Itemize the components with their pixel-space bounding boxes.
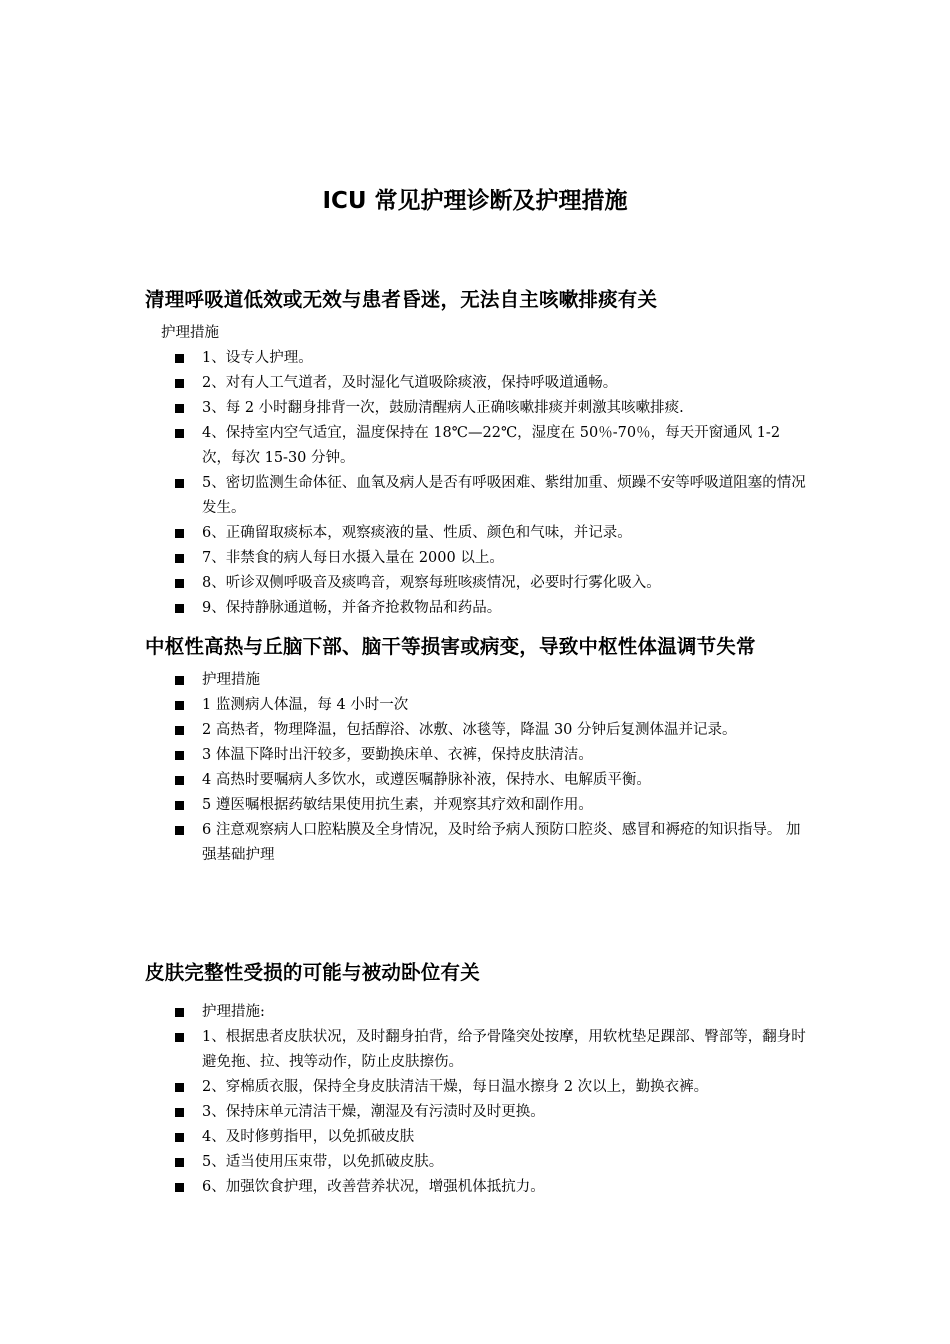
list-item: 护理措施: (145, 1000, 815, 1025)
measure-list (145, 668, 815, 868)
section-airway (145, 279, 815, 621)
list-item: 2 高热者，物理降温，包括醇浴、冰敷、冰毯等，降温 30 分钟后复测体温并记录。 (145, 718, 815, 743)
list-item: 4、保持室内空气适宜，温度保持在 18℃—22℃，湿度在 50％-70％，每天开窗通风 1-2 次，每次 15-30 分钟。 (145, 421, 815, 471)
list-item: 3 体温下降时出汗较多，要勤换床单、衣裤，保持皮肤清洁。 (145, 743, 815, 768)
list-item: 7、非禁食的病人每日水摄入量在 2000 以上。 (145, 546, 815, 571)
list-item: 1 监测病人体温，每 4 小时一次 (145, 693, 815, 718)
list-item: 9、保持静脉通道畅，并备齐抢救物品和药品。 (145, 596, 815, 621)
list-item: 3、每 2 小时翻身排背一次，鼓励清醒病人正确咳嗽排痰并刺激其咳嗽排痰. (145, 396, 815, 421)
section-skin (145, 952, 815, 1200)
list-item: 6 注意观察病人口腔粘膜及全身情况，及时给予病人预防口腔炎、感冒和褥疮的知识指导。 加强基础护理 (145, 818, 815, 868)
measure-list (145, 346, 815, 621)
measure-list (145, 1000, 815, 1200)
list-item: 8、听诊双侧呼吸音及痰鸣音，观察每班咳痰情况，必要时行雾化吸入。 (145, 571, 815, 596)
section-heading: 清理呼吸道低效或无效与患者昏迷，无法自主咳嗽排痰有关 (145, 288, 658, 311)
list-item: 3、保持床单元清洁干燥，潮湿及有污渍时及时更换。 (145, 1100, 815, 1125)
section-heading: 中枢性高热与丘脑下部、脑干等损害或病变，导致中枢性体温调节失常 (145, 635, 756, 658)
list-item: 6、正确留取痰标本，观察痰液的量、性质、颜色和气味，并记录。 (145, 521, 815, 546)
list-item: 1、根据患者皮肤状况，及时翻身拍背，给予骨隆突处按摩，用软枕垫足踝部、臀部等，翻身时避免拖、拉、拽等动作，防止皮肤擦伤。 (145, 1025, 815, 1075)
section-intro: 护理措施 (161, 325, 219, 341)
document-title: ICU 常见护理诊断及护理措施 (322, 188, 628, 214)
list-item: 5、适当使用压束带，以免抓破皮肤。 (145, 1150, 815, 1175)
list-item: 4、及时修剪指甲，以免抓破皮肤 (145, 1125, 815, 1150)
list-item: 6、加强饮食护理，改善营养状况，增强机体抵抗力。 (145, 1175, 815, 1200)
list-item: 2、穿棉质衣服，保持全身皮肤清洁干燥，每日温水擦身 2 次以上，勤换衣裤。 (145, 1075, 815, 1100)
list-item: 1、设专人护理。 (145, 346, 815, 371)
list-item: 2、对有人工气道者，及时湿化气道吸除痰液，保持呼吸道通畅。 (145, 371, 815, 396)
list-item: 4 高热时要嘱病人多饮水，或遵医嘱静脉补液，保持水、电解质平衡。 (145, 768, 815, 793)
section-fever (145, 626, 815, 868)
list-item: 5、密切监测生命体征、血氧及病人是否有呼吸困难、紫绀加重、烦躁不安等呼吸道阻塞的情况发生。 (145, 471, 815, 521)
list-item: 护理措施 (145, 668, 815, 693)
section-heading: 皮肤完整性受损的可能与被动卧位有关 (145, 961, 480, 984)
list-item: 5 遵医嘱根据药敏结果使用抗生素，并观察其疗效和副作用。 (145, 793, 815, 818)
